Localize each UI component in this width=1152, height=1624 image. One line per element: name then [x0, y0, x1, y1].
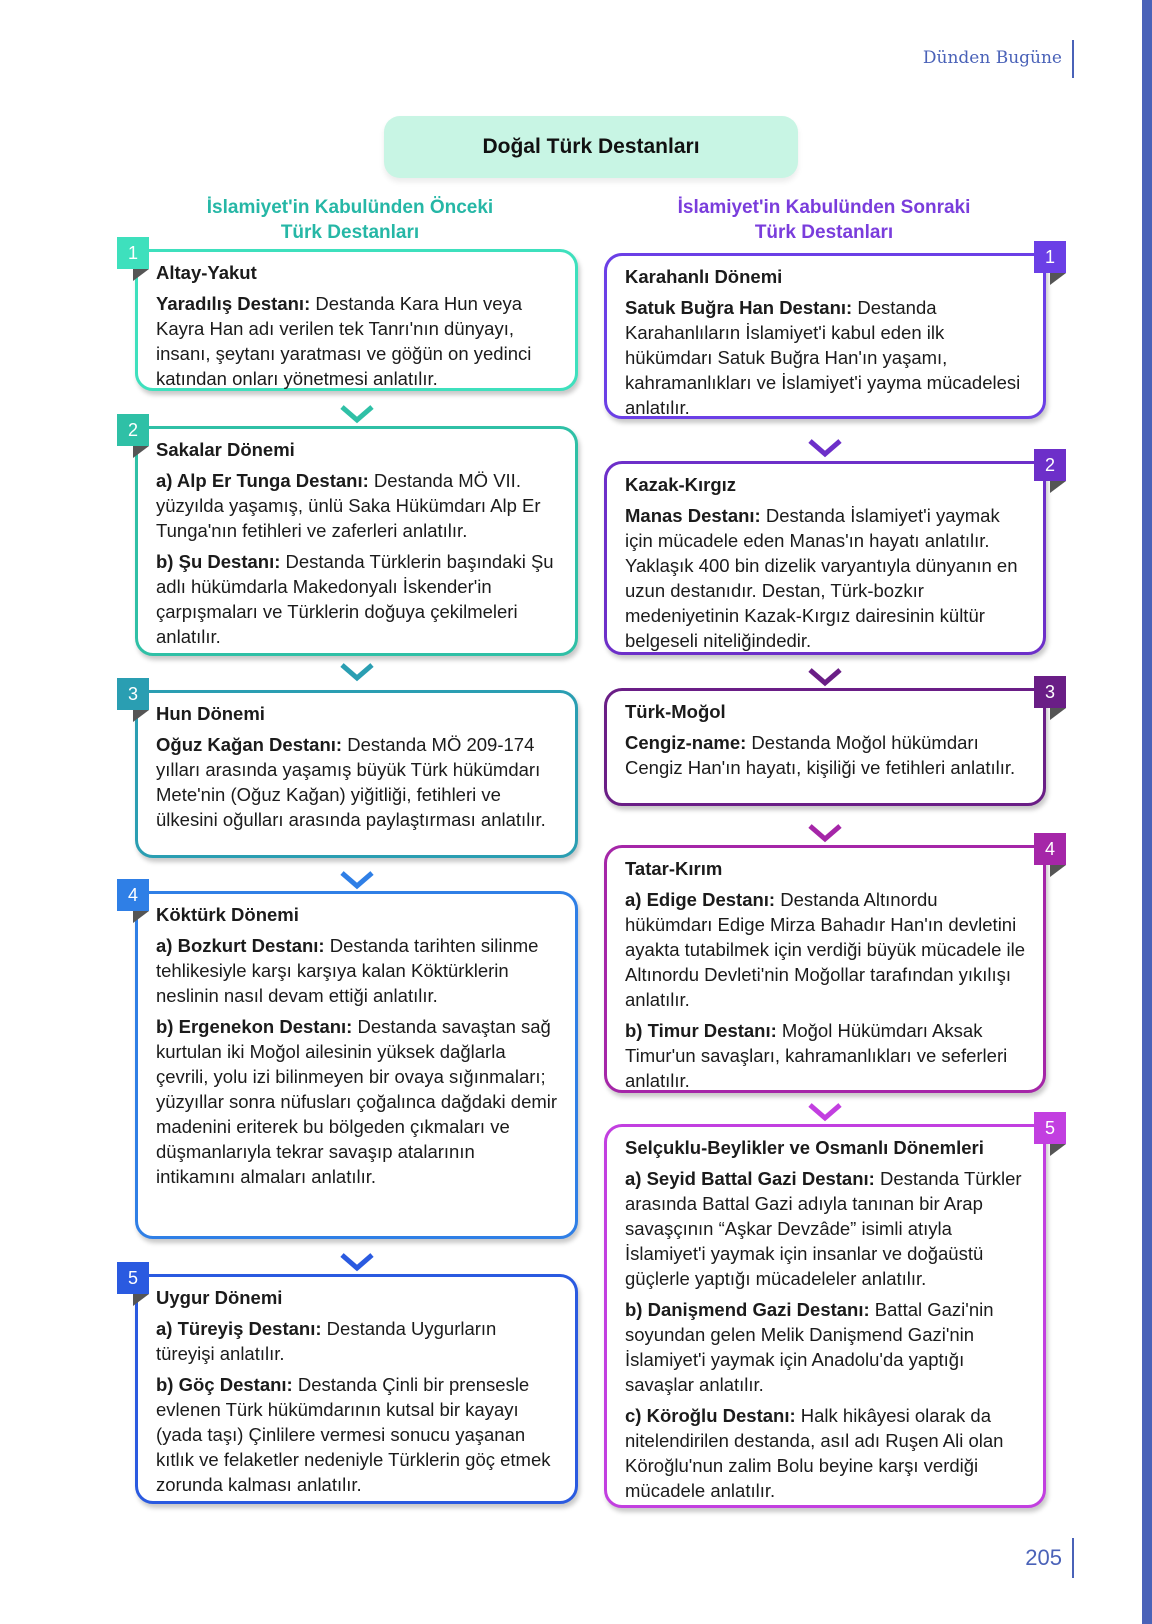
- left-badge-fold-4: [133, 911, 149, 935]
- entry-label: a) Edige Destanı:: [625, 889, 776, 910]
- page-edge-bar: [1142, 0, 1152, 1624]
- left-heading-line2: Türk Destanları: [280, 222, 420, 243]
- card-entry: [625, 1166, 1027, 1291]
- entry-text: Destanda Altınordu hükümdarı Edige Mirza Bahadır Han'ın devletini ayakta tutabilmek için verdiği büyük mücadele ile Altınordu Devleti'nin Moğollar tarafından yıkılışı anlatılır.: [625, 889, 1026, 1010]
- entry-text: Halk hikâyesi olarak da nitelendirilen destanda, asıl adı Ruşen Ali olan Köroğlu'nun zalim Bolu beyine karşı verdiği mücadele anlatılır.: [625, 1405, 1004, 1501]
- card-entry: [156, 732, 559, 832]
- right-badge-2: 2: [1034, 449, 1066, 481]
- card-entry: [156, 933, 559, 1008]
- entry-label: Manas Destanı:: [625, 505, 761, 526]
- left-column-heading: [140, 195, 560, 245]
- entry-label: Yaradılış Destanı:: [156, 293, 311, 314]
- right-chevron-down-icon-2: [807, 667, 843, 687]
- entry-label: c) Köroğlu Destanı:: [625, 1405, 796, 1426]
- left-card-1: [135, 249, 578, 391]
- left-chevron-down-icon-3: [339, 870, 375, 890]
- entry-text: Destanda Uygurların türeyişi anlatılır.: [156, 1318, 497, 1364]
- left-chevron-down-icon-2: [339, 662, 375, 682]
- right-chevron-down-icon-1: [807, 438, 843, 458]
- main-title: Doğal Türk Destanları: [384, 116, 798, 178]
- entry-label: b) Göç Destanı:: [156, 1374, 293, 1395]
- entry-label: b) Ergenekon Destanı:: [156, 1016, 353, 1037]
- right-badge-4: 4: [1034, 833, 1066, 865]
- right-column-heading: [604, 195, 1044, 245]
- entry-text: Destanda tarihten silinme tehlikesiyle karşı karşıya kalan Köktürklerin neslinin nasıl devam ettiği anlatılır.: [156, 935, 539, 1006]
- card-title: Kazak-Kırgız: [625, 474, 737, 495]
- card-entry: [156, 549, 559, 649]
- card-title: Tatar-Kırım: [625, 858, 723, 879]
- entry-text: Destanda Karahanlıların İslamiyet'i kabul eden ilk hükümdarı Satuk Buğra Han'ın yaşamı, kahramanlıkları ve İslamiyet'i yayma mücadelesi anlatılır.: [625, 297, 1021, 418]
- card-title: Türk-Moğol: [625, 701, 726, 722]
- header-divider: [1072, 40, 1074, 78]
- right-card-2: [604, 461, 1046, 655]
- entry-label: a) Türeyiş Destanı:: [156, 1318, 322, 1339]
- entry-text: Destanda Moğol hükümdarı Cengiz Han'ın hayatı, kişiliği ve fetihleri anlatılır.: [625, 732, 1016, 778]
- page-number: 205: [1025, 1545, 1062, 1570]
- right-badge-5: 5: [1034, 1112, 1066, 1144]
- left-chevron-down-icon-1: [339, 404, 375, 424]
- entry-text: Destanda Çinli bir prensesle evlenen Türk hükümdarının kutsal bir kayayı (yada taşı) Çinlilere vermesi sonucu yaşanan kıtlık ve felaketler nedeniyle Türklerin göç etmek zorunda kalması anlatılır.: [156, 1374, 551, 1495]
- card-title: Altay-Yakut: [156, 262, 257, 283]
- entry-label: b) Timur Destanı:: [625, 1020, 777, 1041]
- entry-text: Destanda MÖ 209-174 yılları arasında yaşamış büyük Türk hükümdarı Mete'nin (Oğuz Kağan) yiğitliği, fetihleri ve ülkesini oğulları arasında paylaştırması anlatılır.: [156, 734, 546, 830]
- right-card-5: [604, 1124, 1046, 1508]
- right-badge-fold-4: [1050, 865, 1066, 877]
- card-entry: [625, 730, 1027, 780]
- left-badge-3: 3: [117, 678, 149, 710]
- right-badge-fold-2: [1050, 481, 1066, 493]
- right-chevron-down-icon-3: [807, 823, 843, 843]
- card-entry: [625, 1297, 1027, 1397]
- entry-label: a) Bozkurt Destanı:: [156, 935, 325, 956]
- entry-label: Oğuz Kağan Destanı:: [156, 734, 343, 755]
- card-entry: [156, 291, 559, 391]
- left-badge-fold-3: [133, 710, 149, 734]
- right-badge-3: 3: [1034, 676, 1066, 708]
- entry-text: Moğol Hükümdarı Aksak Timur'un savaşları, kahramanlıkları ve seferleri anlatılır.: [625, 1020, 1008, 1091]
- card-title: Hun Dönemi: [156, 703, 265, 724]
- right-heading-line1: İslamiyet'in Kabulünden Sonraki: [677, 197, 971, 218]
- left-badge-fold-5: [133, 1294, 149, 1318]
- card-entry: [625, 887, 1027, 1012]
- left-card-5: [135, 1274, 578, 1504]
- card-title: Selçuklu-Beylikler ve Osmanlı Dönemleri: [625, 1137, 984, 1158]
- card-title: Sakalar Dönemi: [156, 439, 295, 460]
- card-title: Uygur Dönemi: [156, 1287, 283, 1308]
- left-badge-5: 5: [117, 1262, 149, 1294]
- entry-label: a) Seyid Battal Gazi Destanı:: [625, 1168, 875, 1189]
- entry-text: Destanda Türklerin başındaki Şu adlı hükümdarla Makedonyalı İskender'in çarpışmaları ve Türklerin doğuya çekilmeleri anlatılır.: [156, 551, 554, 647]
- right-card-1: [604, 253, 1046, 419]
- card-entry: [625, 1018, 1027, 1093]
- right-badge-1: 1: [1034, 241, 1066, 273]
- card-entry: [625, 1403, 1027, 1503]
- entry-label: b) Şu Destanı:: [156, 551, 281, 572]
- entry-text: Destanda savaştan sağ kurtulan iki Moğol ailesinin yüksek dağlarla çevrili, yolu izi bilinmeyen bir ovaya sığınmaları; yüzyıllar sonra nüfusları çoğalınca dağdaki demir madenini eriterek bu bölgeden çıkmaları ve düşmanlarıyla tekrar savaşıp atalarının intikamını almaları anlatılır.: [156, 1016, 558, 1187]
- entry-text: Destanda Kara Hun veya Kayra Han adı verilen tek Tanrı'nın dünyayı, insanı, şeytanı yaratması ve göğün on yedinci katından onları yönetmesi anlatılır.: [156, 293, 532, 389]
- entry-label: a) Alp Er Tunga Destanı:: [156, 470, 369, 491]
- entry-label: Satuk Buğra Han Destanı:: [625, 297, 853, 318]
- card-entry: [625, 503, 1027, 653]
- entry-label: b) Danişmend Gazi Destanı:: [625, 1299, 870, 1320]
- right-badge-fold-1: [1050, 273, 1066, 285]
- page-number-divider: [1072, 1538, 1074, 1578]
- left-card-2: [135, 426, 578, 656]
- entry-text: Battal Gazi'nin soyundan gelen Melik Danişmend Gazi'nin İslamiyet'i yaymak için Anadolu'da yaptığı savaşlar anlatılır.: [625, 1299, 994, 1395]
- running-header: Dünden Bugüne: [922, 48, 1062, 68]
- card-title: Karahanlı Dönemi: [625, 266, 783, 287]
- left-card-3: [135, 690, 578, 858]
- left-badge-fold-1: [133, 269, 149, 293]
- card-entry: [156, 1014, 559, 1189]
- left-badge-4: 4: [117, 879, 149, 911]
- right-badge-fold-3: [1050, 708, 1066, 720]
- card-entry: [156, 468, 559, 543]
- left-heading-line1: İslamiyet'in Kabulünden Önceki: [206, 197, 494, 218]
- entry-text: Destanda MÖ VII. yüzyılda yaşamış, ünlü Saka Hükümdarı Alp Er Tunga'nın fetihleri ve zaferleri anlatılır.: [156, 470, 541, 541]
- right-card-3: [604, 688, 1046, 806]
- card-entry: [625, 295, 1027, 420]
- card-entry: [156, 1372, 559, 1497]
- left-badge-2: 2: [117, 414, 149, 446]
- right-chevron-down-icon-4: [807, 1102, 843, 1122]
- left-card-4: [135, 891, 578, 1239]
- card-entry: [156, 1316, 559, 1366]
- entry-text: Destanda Türkler arasında Battal Gazi adıyla tanınan bir Arap savaşçının “Aşkar Devzâde” isimli atıyla İslamiyet'i yaymak için insanlar ve doğaüstü güçlerle yaptığı mücadeleler anlatılır.: [625, 1168, 1022, 1289]
- right-badge-fold-5: [1050, 1144, 1066, 1156]
- entry-text: Destanda İslamiyet'i yaymak için mücadele eden Manas'ın hayatı anlatılır. Yaklaşık 400 bin dizelik varyantıyla dünyanın en uzun destanıdır. Destan, Türk-bozkır medeniyetinin Kazak-Kırgız dairesinin kültür belgeseli niteliğindedir.: [625, 505, 1018, 651]
- left-badge-1: 1: [117, 237, 149, 269]
- right-card-4: [604, 845, 1046, 1093]
- card-title: Köktürk Dönemi: [156, 904, 299, 925]
- entry-label: Cengiz-name:: [625, 732, 747, 753]
- left-chevron-down-icon-4: [339, 1252, 375, 1272]
- right-heading-line2: Türk Destanları: [754, 222, 894, 243]
- left-badge-fold-2: [133, 446, 149, 470]
